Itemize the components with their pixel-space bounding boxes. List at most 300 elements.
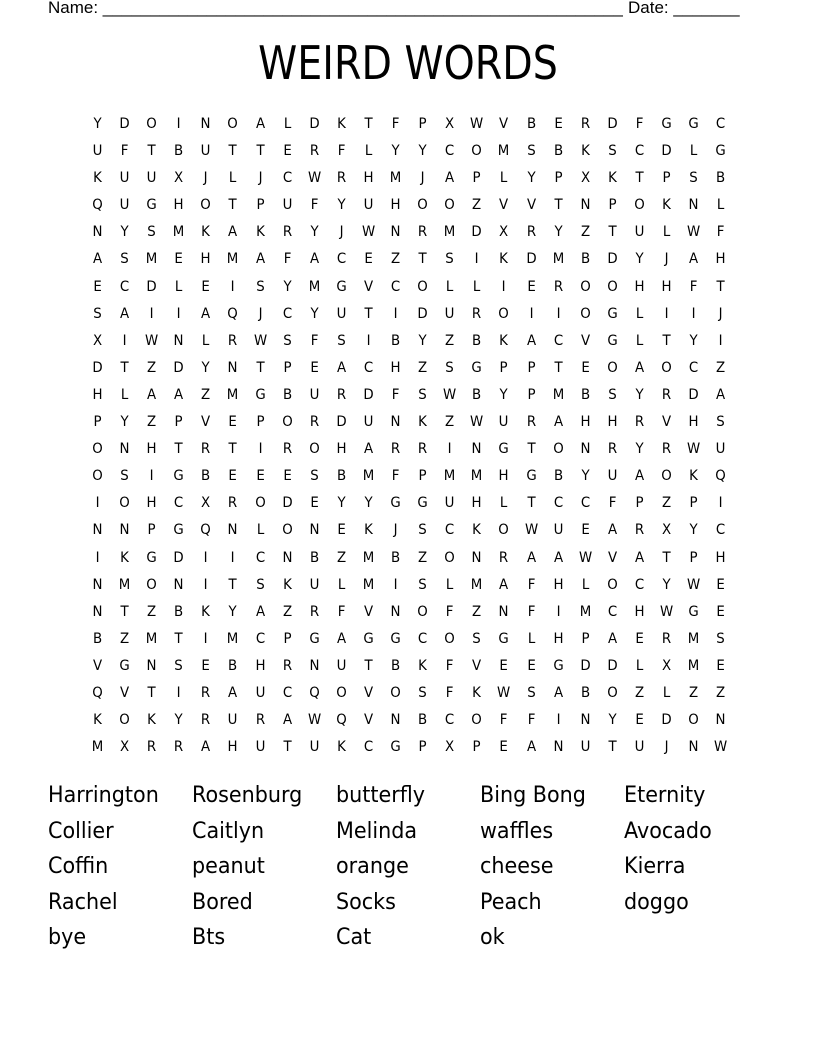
grid-cell: Y	[310, 305, 319, 322]
grid-cell: W	[253, 332, 267, 349]
grid-cell: Y	[554, 224, 563, 241]
word-bank-item: Peach	[480, 888, 542, 915]
grid-cell: T	[635, 170, 644, 187]
grid-cell: R	[282, 224, 292, 241]
grid-cell: N	[390, 414, 401, 431]
grid-cell: S	[689, 170, 698, 187]
grid-cell: N	[553, 739, 564, 756]
grid-cell: S	[418, 684, 427, 701]
grid-cell: V	[580, 332, 590, 349]
grid-cell: R	[499, 549, 509, 566]
grid-cell: C	[445, 522, 455, 539]
grid-cell: R	[282, 657, 292, 674]
grid-cell: V	[363, 712, 374, 729]
grid-cell: Y	[608, 712, 617, 729]
grid-cell: X	[174, 170, 184, 187]
grid-cell: Q	[200, 522, 212, 539]
grid-cell: R	[634, 522, 645, 539]
grid-cell: V	[661, 414, 672, 431]
grid-cell: G	[146, 197, 157, 214]
grid-cell: W	[470, 116, 484, 132]
grid-cell: K	[337, 739, 346, 756]
grid-cell: L	[500, 495, 508, 512]
grid-cell: O	[336, 684, 347, 701]
grid-cell: V	[499, 197, 509, 214]
grid-cell: G	[525, 468, 537, 485]
grid-cell: D	[282, 495, 293, 512]
grid-cell: F	[337, 143, 346, 160]
word-bank-item: orange	[336, 853, 409, 880]
grid-cell: P	[472, 739, 481, 756]
grid-cell: R	[336, 170, 347, 187]
grid-cell: W	[145, 332, 159, 349]
grid-cell: V	[363, 603, 374, 620]
grid-cell: S	[310, 468, 319, 485]
grid-cell: L	[256, 522, 264, 539]
grid-cell: O	[417, 278, 428, 295]
grid-cell: M	[552, 386, 564, 403]
grid-cell: B	[418, 712, 428, 729]
grid-cell: Y	[662, 576, 671, 593]
grid-cell: U	[336, 657, 347, 674]
grid-cell: U	[92, 143, 103, 160]
grid-cell: Z	[445, 332, 455, 349]
word-bank-item: Collier	[48, 817, 114, 844]
grid-cell: U	[146, 170, 157, 187]
grid-cell: F	[608, 495, 617, 512]
grid-cell: E	[93, 278, 102, 295]
grid-cell: O	[444, 630, 456, 647]
grid-cell: C	[580, 495, 590, 512]
grid-cell: E	[553, 116, 563, 132]
grid-cell: L	[283, 116, 291, 132]
grid-cell: S	[526, 684, 536, 701]
grid-cell: A	[689, 251, 699, 268]
grid-cell: Z	[716, 684, 726, 701]
grid-cell: V	[526, 197, 536, 214]
grid-cell: A	[147, 386, 157, 403]
grid-cell: B	[282, 386, 292, 403]
grid-cell: Z	[634, 684, 644, 701]
word-bank-item: Bts	[192, 924, 226, 951]
grid-cell: A	[445, 170, 455, 187]
grid-cell: C	[445, 143, 455, 160]
word-bank	[48, 780, 768, 958]
grid-cell: K	[337, 116, 346, 132]
grid-cell: E	[228, 468, 238, 485]
grid-cell: Q	[715, 468, 726, 485]
grid-cell: E	[499, 657, 509, 674]
grid-cell: Z	[391, 251, 401, 268]
grid-cell: F	[391, 116, 400, 132]
grid-cell: G	[471, 359, 483, 376]
grid-cell: V	[120, 684, 130, 701]
grid-cell: O	[688, 712, 699, 729]
grid-cell: S	[445, 359, 455, 376]
grid-cell: P	[689, 549, 698, 566]
grid-cell: B	[472, 386, 482, 403]
grid-cell: O	[390, 684, 401, 701]
grid-cell: U	[255, 684, 265, 701]
word-bank-item: Coffin	[48, 853, 109, 880]
grid-cell: L	[662, 684, 671, 701]
grid-cell: U	[309, 576, 320, 593]
grid-cell: R	[607, 441, 617, 458]
header-line	[48, 0, 748, 18]
grid-cell: A	[309, 251, 319, 268]
grid-cell: A	[716, 386, 726, 403]
grid-cell: S	[716, 630, 725, 647]
grid-cell: O	[146, 116, 157, 132]
grid-cell: Y	[581, 468, 590, 485]
grid-cell: U	[607, 468, 618, 485]
grid-cell: O	[254, 495, 266, 512]
grid-cell: V	[363, 278, 374, 295]
grid-cell: V	[201, 414, 211, 431]
grid-cell: A	[634, 468, 644, 485]
grid-cell: S	[716, 414, 725, 431]
grid-cell: S	[255, 278, 265, 295]
grid-cell: G	[715, 143, 726, 160]
grid-cell: S	[147, 224, 156, 241]
grid-cell: D	[607, 657, 618, 674]
grid-cell: R	[661, 386, 672, 403]
grid-cell: D	[688, 386, 699, 403]
date-field[interactable]: Date: _______	[628, 0, 740, 17]
grid-cell: Y	[228, 603, 238, 620]
grid-cell: O	[498, 522, 510, 539]
grid-cell: K	[147, 712, 157, 729]
grid-cell: G	[390, 739, 401, 756]
grid-cell: I	[393, 305, 398, 322]
grid-cell: M	[227, 386, 239, 403]
grid-cell: G	[363, 630, 374, 647]
grid-cell: S	[418, 522, 427, 539]
grid-cell: F	[310, 332, 319, 349]
grid-cell: H	[634, 278, 645, 295]
grid-cell: C	[716, 116, 726, 132]
grid-cell: A	[336, 630, 346, 647]
word-bank-item: Eternity	[624, 782, 706, 808]
grid-cell: L	[689, 143, 698, 160]
grid-cell: K	[120, 549, 130, 566]
grid-cell: U	[119, 170, 130, 187]
word-bank-item: Harrington	[48, 782, 159, 808]
grid-cell: T	[554, 197, 563, 214]
grid-cell: M	[444, 224, 456, 241]
word-bank-item: Avocado	[624, 817, 712, 844]
grid-cell: A	[228, 684, 238, 701]
grid-cell: C	[390, 278, 401, 295]
grid-cell: U	[634, 224, 645, 241]
grid-cell: W	[524, 522, 538, 539]
grid-cell: D	[309, 116, 320, 132]
grid-cell: S	[255, 576, 265, 593]
grid-cell: E	[174, 251, 184, 268]
grid-cell: E	[635, 712, 644, 729]
grid-cell: K	[201, 224, 211, 241]
grid-cell: Y	[310, 224, 319, 241]
grid-cell: U	[363, 414, 374, 431]
grid-cell: T	[608, 739, 617, 756]
grid-cell: K	[580, 143, 590, 160]
grid-cell: N	[173, 332, 184, 349]
grid-cell: S	[526, 143, 536, 160]
grid-cell: M	[91, 739, 104, 756]
word-bank-item: waffles	[480, 817, 554, 844]
grid-cell: U	[580, 739, 591, 756]
grid-cell: I	[718, 495, 723, 512]
grid-cell: O	[607, 278, 618, 295]
grid-cell: I	[149, 468, 154, 485]
grid-cell: N	[688, 739, 699, 756]
grid-cell: F	[527, 603, 535, 620]
grid-cell: P	[256, 197, 265, 214]
grid-cell: T	[608, 224, 617, 241]
grid-cell: H	[336, 441, 347, 458]
grid-cell: L	[662, 224, 671, 241]
grid-cell: L	[229, 170, 237, 187]
grid-cell: U	[228, 712, 238, 729]
grid-cell: T	[364, 657, 373, 674]
grid-cell: N	[309, 522, 320, 539]
grid-cell: D	[336, 414, 347, 431]
grid-cell: R	[580, 116, 590, 132]
grid-cell: N	[309, 657, 320, 674]
grid-cell: G	[254, 386, 266, 403]
grid-cell: B	[390, 657, 401, 674]
grid-cell: T	[120, 359, 129, 376]
grid-cell: S	[174, 657, 184, 674]
grid-cell: E	[635, 630, 644, 647]
grid-cell: L	[337, 576, 346, 593]
grid-cell: E	[310, 359, 319, 376]
word-bank-item: bye	[48, 924, 87, 951]
grid-cell: T	[147, 143, 156, 160]
grid-cell: Y	[635, 441, 644, 458]
grid-cell: U	[119, 197, 130, 214]
grid-cell: Q	[227, 305, 239, 322]
grid-cell: X	[445, 739, 455, 756]
word-bank-item: cheese	[480, 853, 554, 880]
grid-cell: D	[661, 712, 672, 729]
grid-cell: W	[659, 603, 674, 620]
word-bank-item: butterfly	[336, 782, 426, 808]
grid-cell: N	[282, 549, 293, 566]
grid-cell: B	[201, 468, 211, 485]
grid-cell: X	[120, 739, 130, 756]
grid-cell: G	[390, 630, 401, 647]
grid-cell: F	[527, 576, 535, 593]
grid-cell: U	[444, 495, 455, 512]
grid-cell: G	[173, 522, 185, 539]
grid-cell: H	[688, 414, 699, 431]
grid-cell: M	[362, 549, 375, 566]
grid-cell: M	[389, 170, 402, 187]
grid-cell: Z	[418, 359, 428, 376]
grid-cell: K	[418, 414, 428, 431]
grid-cell: A	[634, 359, 644, 376]
word-bank-item: Melinda	[336, 817, 418, 844]
grid-cell: L	[635, 305, 644, 322]
grid-cell: A	[363, 441, 374, 458]
grid-cell: N	[119, 522, 130, 539]
grid-cell: H	[715, 549, 726, 566]
grid-cell: B	[472, 332, 482, 349]
name-field[interactable]: Name: _______________________________________________________	[48, 0, 623, 17]
grid-cell: O	[498, 305, 510, 322]
grid-cell: S	[120, 251, 129, 268]
grid-cell: L	[527, 630, 535, 647]
grid-cell: D	[173, 549, 184, 566]
grid-cell: A	[499, 576, 509, 593]
grid-cell: P	[527, 359, 536, 376]
grid-cell: R	[201, 712, 211, 729]
grid-cell: Z	[445, 414, 455, 431]
grid-cell: P	[689, 495, 698, 512]
grid-cell: I	[366, 332, 371, 349]
grid-cell: I	[122, 332, 127, 349]
grid-cell: U	[255, 739, 265, 756]
grid-cell: O	[309, 441, 320, 458]
grid-cell: L	[473, 278, 481, 295]
word-bank-item: Kierra	[624, 853, 686, 880]
grid-cell: O	[146, 576, 157, 593]
grid-cell: C	[445, 712, 455, 729]
grid-cell: Y	[201, 359, 210, 376]
grid-cell: Z	[418, 549, 428, 566]
grid-cell: F	[337, 603, 346, 620]
grid-cell: M	[118, 576, 131, 593]
grid-cell: O	[119, 495, 130, 512]
grid-cell: J	[339, 224, 344, 241]
grid-cell: Z	[282, 603, 292, 620]
grid-cell: O	[607, 576, 618, 593]
grid-cell: I	[556, 712, 561, 729]
word-bank-item: Bored	[192, 888, 253, 915]
grid-cell: N	[92, 576, 103, 593]
grid-cell: T	[364, 116, 373, 132]
grid-cell: F	[391, 386, 400, 403]
grid-cell: O	[661, 359, 672, 376]
grid-cell: G	[417, 495, 428, 512]
grid-cell: K	[255, 224, 265, 241]
grid-cell: Y	[174, 712, 183, 729]
grid-cell: Y	[93, 116, 102, 132]
grid-cell: K	[472, 522, 482, 539]
grid-cell: J	[203, 170, 208, 187]
grid-cell: X	[661, 522, 672, 539]
grid-cell: P	[635, 495, 644, 512]
grid-cell: M	[227, 251, 239, 268]
grid-cell: Y	[120, 224, 129, 241]
grid-cell: E	[255, 468, 265, 485]
grid-cell: X	[201, 495, 211, 512]
grid-cell: I	[231, 549, 235, 566]
grid-cell: H	[390, 359, 401, 376]
grid-cell: B	[174, 143, 184, 160]
grid-cell: K	[93, 712, 102, 729]
grid-cell: I	[95, 495, 100, 512]
grid-cell: N	[580, 712, 591, 729]
grid-cell: T	[662, 549, 671, 566]
grid-cell: P	[527, 386, 536, 403]
grid-cell: Y	[499, 386, 509, 403]
grid-cell: H	[498, 468, 509, 485]
grid-cell: P	[418, 739, 427, 756]
grid-cell: F	[500, 712, 508, 729]
grid-cell: G	[607, 305, 618, 322]
grid-cell: M	[444, 468, 456, 485]
grid-cell: R	[390, 441, 401, 458]
grid-cell: H	[255, 657, 266, 674]
grid-cell: P	[581, 630, 590, 647]
grid-cell: A	[282, 712, 292, 729]
grid-cell: B	[553, 468, 563, 485]
grid-cell: D	[580, 657, 591, 674]
grid-cell: R	[336, 386, 347, 403]
grid-cell: Q	[309, 684, 320, 701]
grid-cell: X	[661, 657, 672, 674]
grid-cell: G	[119, 657, 130, 674]
grid-cell: A	[120, 305, 130, 322]
grid-cell: W	[361, 224, 376, 241]
grid-cell: C	[688, 359, 699, 376]
grid-cell: T	[256, 143, 265, 160]
grid-cell: O	[579, 305, 591, 322]
grid-cell: U	[444, 305, 455, 322]
word-bank-item: doggo	[624, 888, 689, 915]
grid-cell: U	[309, 386, 320, 403]
grid-cell: I	[149, 305, 154, 322]
grid-cell: Y	[635, 251, 644, 268]
grid-cell: B	[580, 386, 590, 403]
grid-cell: U	[363, 197, 374, 214]
grid-cell: S	[472, 630, 482, 647]
grid-cell: W	[687, 576, 701, 593]
grid-cell: M	[471, 576, 483, 593]
grid-cell: A	[228, 224, 238, 241]
grid-cell: I	[258, 441, 263, 458]
grid-cell: X	[445, 116, 455, 132]
grid-cell: N	[390, 224, 401, 241]
word-bank-item: peanut	[192, 853, 265, 880]
grid-cell: L	[175, 278, 183, 295]
grid-cell: O	[92, 441, 103, 458]
grid-cell: B	[580, 684, 590, 701]
grid-cell: K	[364, 522, 373, 539]
grid-cell: P	[283, 630, 292, 647]
grid-cell: O	[552, 441, 564, 458]
grid-cell: E	[364, 251, 373, 268]
grid-cell: Q	[92, 197, 103, 214]
grid-cell: V	[472, 657, 482, 674]
grid-cell: S	[282, 332, 292, 349]
grid-cell: O	[200, 197, 212, 214]
grid-cell: N	[390, 712, 401, 729]
grid-cell: H	[173, 197, 184, 214]
grid-cell: C	[282, 170, 292, 187]
grid-cell: E	[201, 657, 211, 674]
grid-cell: N	[580, 441, 591, 458]
grid-cell: S	[337, 332, 346, 349]
grid-cell: F	[391, 468, 400, 485]
grid-cell: A	[255, 116, 265, 132]
grid-cell: A	[92, 251, 103, 268]
grid-cell: I	[691, 305, 696, 322]
grid-cell: E	[282, 468, 292, 485]
grid-cell: V	[92, 657, 103, 674]
